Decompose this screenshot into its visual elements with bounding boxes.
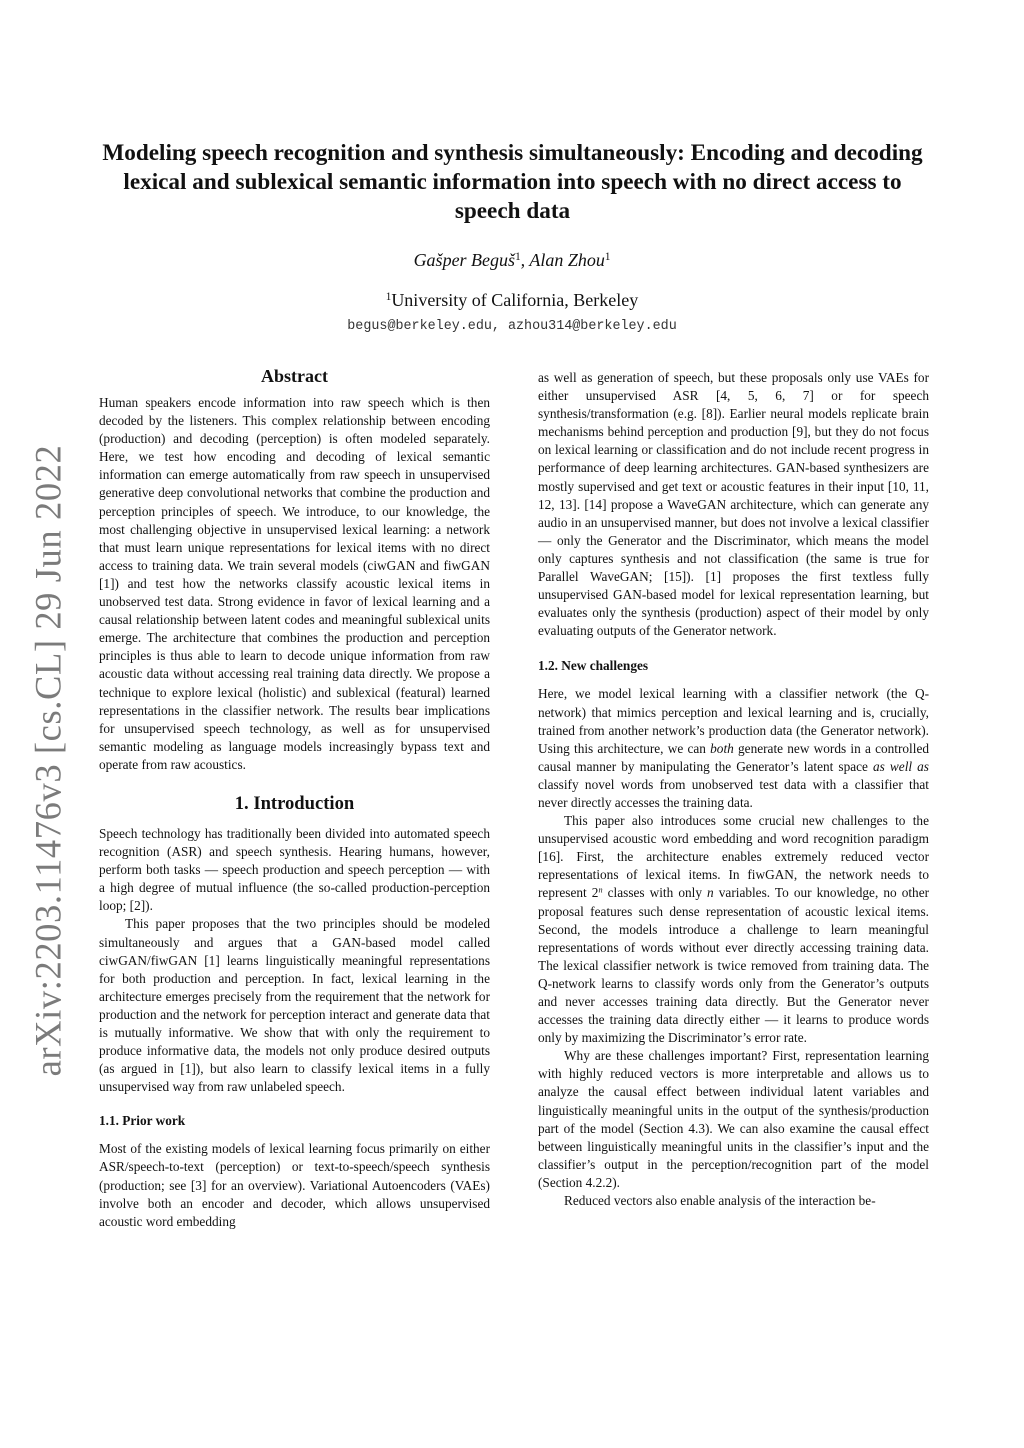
- text-run: generate new words in a controlled causal manner by manipulating the Generator’s latent space: [538, 740, 929, 774]
- text-run: variables. To our knowledge, no other proposal features such dense representation of acoustic lexical items. Second, the models introduce a challenge to learn meaningful representations of words without ever directly accessing training data. The lexical classifier network is twice removed from training data. The Q-network learns to classify words only from the Generator’s outputs and never accesses training data directly. But the Generator never accesses the training data directly either — it learns to produce words only by maximizing the Discriminator’s error rate.: [538, 885, 930, 1046]
- text-run: This paper also introduces some crucial new challenges to the unsupervised acoustic word embedding and word recognition paradigm [16]. First, the architecture enables extremely reduced vector representations of lexical items. In fiwGAN, the network needs to represent 2: [538, 813, 929, 901]
- text-run: Here, we model lexical learning with a classifier network (the Q-network) that mimics perception and lexical learning and is, crucially, trained from another network’s production data (the Generator network). Using this architecture, we can: [538, 686, 929, 756]
- author-name: Alan Zhou: [529, 250, 605, 270]
- author-emails: begus@berkeley.edu, azhou314@berkeley.edu: [347, 319, 677, 334]
- emphasis-as-well-as: as well as: [873, 758, 929, 774]
- arxiv-identifier-stamp: [12, 444, 84, 1076]
- abstract-heading: Abstract: [261, 366, 328, 386]
- prior-work-paragraph: Most of the existing models of lexical learning focus primarily on either ASR/speech-to-text (perception) or text-to-speech/speech synthesis (production; see [3] for an overview). Variational Autoencoders (VAEs) involve both an encoder and decoder, which allows unsupervised acoustic word embedding: [99, 1141, 490, 1229]
- paper-title: Modeling speech recognition and synthesis simultaneously: Encoding and decoding lexical and sublexical semantic information into speech with no direct access to speech data: [102, 140, 923, 224]
- left-column: [99, 365, 490, 1231]
- new-challenges-heading: 1.2. New challenges: [538, 658, 649, 674]
- math-variable-n: n: [707, 885, 714, 901]
- affiliation: [0, 288, 1024, 312]
- author-name: Gašper Beguš: [413, 250, 516, 270]
- text-run: classify novel words from unobserved test data with a classifier that never directly accesses the training data.: [538, 776, 929, 810]
- affiliation-mark: 1: [385, 290, 392, 303]
- text-run: classes with only: [602, 885, 708, 901]
- introduction-paragraph: Speech technology has traditionally been divided into automated speech recognition (ASR) and speech synthesis. Hearing humans, however, perform both tasks — speech production and speech perception — with a high degree of mutual influence (the so-called production-perception loop; [2]).: [99, 825, 490, 914]
- arxiv-identifier-text: arXiv:2203.11476v3 [cs.CL] 29 Jun 2022: [27, 444, 69, 1076]
- author-list: [0, 248, 1024, 272]
- math-superscript-n: n: [598, 885, 603, 895]
- author-affiliation-mark: 1: [604, 250, 611, 263]
- affiliation-name: University of California, Berkeley: [391, 290, 639, 310]
- prior-work-paragraph-continued: as well as generation of speech, but these proposals only use VAEs for either unsupervised ASR [4, 5, 6, 7] or for speech synthesis/transformation (e.g. [8]). Earlier neural models replicate brain mechanisms behind perception and production [9], but they do not focus on lexical learning or classification and do not include recent progress in performance of deep learning architectures. GAN-based synthesizers are mostly supervised and get text or acoustic features in their input [10, 11, 12, 13]. [14] propose a WaveGAN architecture, which can generate any audio in an unsupervised manner, but does not involve a lexical classifier — only the Generator and the Discriminator, which means the model only captures synthesis and not classification (the same is true for Parallel WaveGAN; [15]). [1] proposes the first textless fully unsupervised GAN-based model for lexical representation learning, but evaluates only the synthesis (production) aspect of their model by only evaluating outputs of the Generator network.: [538, 370, 929, 639]
- abstract-text: Human speakers encode information into raw speech which is then decoded by the listeners. This complex relationship between encoding (production) and decoding (perception) is often modeled separately. Here, we test how encoding and decoding of lexical semantic information can emerge automatically from raw speech in unsupervised generative deep convolutional networks that combine the production and perception principles of speech. We introduce, to our knowledge, the most challenging objective in unsupervised lexical learning: a network that must learn unique representations for lexical items with no direct access to training data. We train several models (ciwGAN and fiwGAN [1]) and test how the networks classify acoustic lexical items in unobserved test data. Strong evidence in favor of lexical learning and a causal relationship between latent codes and meaningful sublexical units emerge. The architecture that combines the production and perception principles is thus able to learn to decode unique information from raw acoustic data without accessing real training data directly. We propose a technique to explore lexical (holistic) and sublexical (featural) learned representations in the classifier network. The results bear implications for unsupervised speech technology, as well as for unsupervised semantic modeling as language models increasingly bypass text and operate from raw acoustics.: [99, 395, 490, 772]
- right-column: [538, 369, 929, 1210]
- new-challenges-paragraph: Reduced vectors also enable analysis of the interaction be-: [564, 1193, 876, 1209]
- emphasis-both: both: [710, 740, 734, 756]
- new-challenges-paragraph: Why are these challenges important? First, representation learning with highly reduced vectors is more interpretable and allows us to analyze the causal effect between individual latent variables and linguistically meaningful units in the output of the synthesis/production part of the model (Section 4.3). We can also examine the causal effect between linguistically meaningful units in the classifier’s input and the classifier’s output in the perception/recognition part of the model (Section 4.2.2).: [538, 1048, 929, 1190]
- introduction-paragraph: This paper proposes that the two principles should be modeled simultaneously and argues that a GAN-based model called ciwGAN/fiwGAN [1] learns linguistically meaningful representations for both production and perception. In fact, lexical learning in the architecture emerges precisely from the requirement that the network for production and the network for perception interact and generate data that is mutually informative. We show that with only the requirement to produce informative data, the models not only produce desired outputs (as argued in [1]), but also learn to classify lexical items in a fully unsupervised way from raw unlabeled speech.: [99, 916, 490, 1095]
- introduction-heading: 1. Introduction: [234, 792, 355, 814]
- new-challenges-paragraph: [538, 685, 929, 812]
- author-separator: ,: [520, 250, 530, 270]
- author-affiliation-mark: 1: [515, 250, 521, 263]
- new-challenges-paragraph: [538, 812, 929, 1047]
- prior-work-heading: 1.1. Prior work: [99, 1113, 186, 1129]
